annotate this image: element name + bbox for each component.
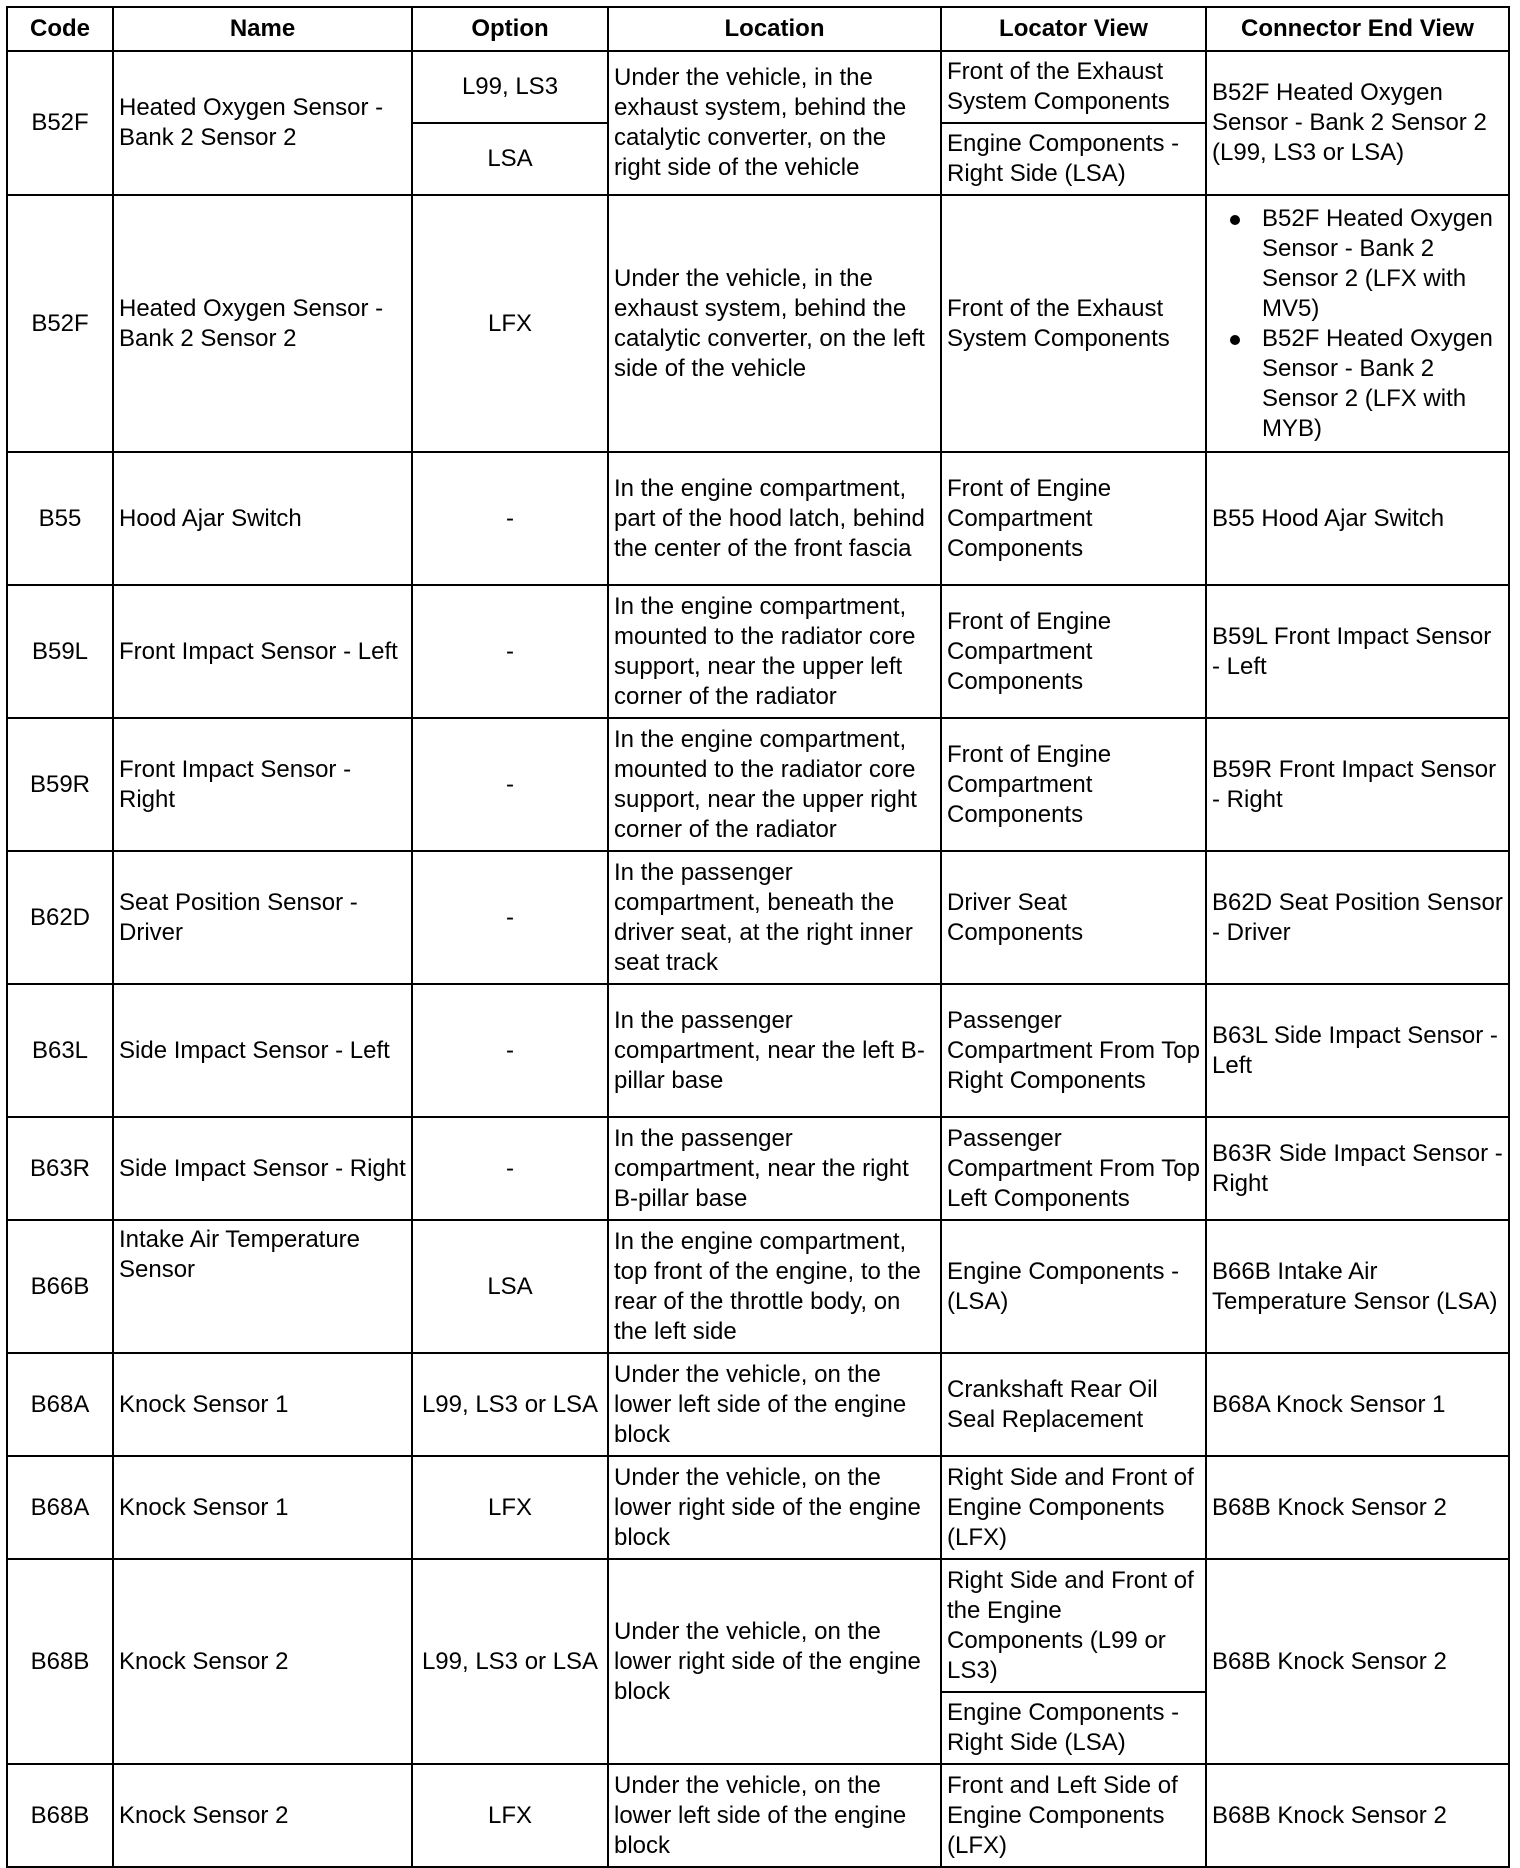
cell-name: Front Impact Sensor - Right <box>113 718 412 851</box>
cell-name: Knock Sensor 1 <box>113 1353 412 1456</box>
cell-option: L99, LS3 or LSA <box>412 1559 608 1764</box>
locator-view-link[interactable]: Passenger Compartment From Top Left Components <box>947 1124 1200 1212</box>
table-row <box>7 1456 1509 1559</box>
cell-code: B59R <box>7 718 113 851</box>
cell-connector-end-view[interactable] <box>1206 1764 1509 1867</box>
cell-connector-end-view[interactable] <box>1206 1117 1509 1220</box>
cell-option: L99, LS3 <box>412 51 608 123</box>
cell-locator-view[interactable] <box>941 984 1206 1117</box>
header-locator-view: Locator View <box>941 7 1206 51</box>
cell-locator-view[interactable] <box>941 452 1206 585</box>
connector-view-link[interactable]: B52F Heated Oxygen Sensor - Bank 2 Sensor 2 (L99, LS3 or LSA) <box>1212 79 1487 166</box>
cell-option: LSA <box>412 123 608 195</box>
table-row <box>7 585 1509 718</box>
cell-location: In the passenger compartment, near the right B-pillar base <box>608 1117 941 1220</box>
table-row <box>7 718 1509 851</box>
cell-option: - <box>412 851 608 984</box>
cell-location: Under the vehicle, in the exhaust system, behind the catalytic converter, on the left side of the vehicle <box>608 195 941 452</box>
connector-list-item[interactable]: B52F Heated Oxygen Sensor - Bank 2 Sensor 2 (LFX with MV5) <box>1262 204 1503 324</box>
locator-view-link[interactable]: Right Side and Front of Engine Components (LFX) <box>947 1463 1194 1551</box>
cell-location: Under the vehicle, on the lower left side of the engine block <box>608 1764 941 1867</box>
table-row <box>7 1559 1509 1692</box>
cell-code: B62D <box>7 851 113 984</box>
cell-location: In the passenger compartment, near the left B-pillar base <box>608 984 941 1117</box>
cell-code: B68B <box>7 1559 113 1764</box>
connector-view-link[interactable]: B66B Intake Air Temperature Sensor (LSA) <box>1212 1257 1498 1315</box>
cell-code: B63R <box>7 1117 113 1220</box>
header-option: Option <box>412 7 608 51</box>
table-row <box>7 1117 1509 1220</box>
cell-name: Heated Oxygen Sensor - Bank 2 Sensor 2 <box>113 195 412 452</box>
header-location: Location <box>608 7 941 51</box>
locator-view-link[interactable]: Engine Components - (LSA) <box>947 1257 1180 1315</box>
cell-code: B68B <box>7 1764 113 1867</box>
cell-locator-view[interactable] <box>941 585 1206 718</box>
header-connector-end-view: Connector End View <box>1206 7 1509 51</box>
header-code: Code <box>7 7 113 51</box>
cell-locator-view[interactable] <box>941 123 1206 195</box>
cell-name: Front Impact Sensor - Left <box>113 585 412 718</box>
table-row <box>7 984 1509 1117</box>
locator-view-link[interactable]: Crankshaft Rear Oil Seal Replacement <box>947 1375 1158 1433</box>
cell-name: Knock Sensor 1 <box>113 1456 412 1559</box>
cell-location: Under the vehicle, on the lower left side of the engine block <box>608 1353 941 1456</box>
cell-connector-end-view[interactable] <box>1206 851 1509 984</box>
cell-connector-end-view <box>1206 195 1509 452</box>
cell-locator-view[interactable] <box>941 1117 1206 1220</box>
cell-connector-end-view[interactable] <box>1206 1559 1509 1764</box>
cell-location: Under the vehicle, on the lower right side of the engine block <box>608 1456 941 1559</box>
cell-option: L99, LS3 or LSA <box>412 1353 608 1456</box>
cell-name: Intake Air Temperature Sensor <box>113 1220 412 1353</box>
cell-locator-view[interactable] <box>941 851 1206 984</box>
cell-connector-end-view[interactable] <box>1206 1220 1509 1353</box>
cell-option: LFX <box>412 1456 608 1559</box>
cell-code: B63L <box>7 984 113 1117</box>
cell-connector-end-view[interactable] <box>1206 51 1509 195</box>
cell-option: - <box>412 452 608 585</box>
table-row <box>7 51 1509 123</box>
connector-view-link[interactable]: B63L Side Impact Sensor - Left <box>1212 1021 1498 1079</box>
cell-code: B66B <box>7 1220 113 1353</box>
locator-view-link[interactable]: Front of Engine Compartment Components <box>947 607 1112 695</box>
cell-locator-view[interactable] <box>941 1692 1206 1764</box>
connector-view-link[interactable]: B68B Knock Sensor 2 <box>1212 1647 1447 1675</box>
cell-locator-view[interactable] <box>941 1353 1206 1456</box>
connector-list-item[interactable]: B52F Heated Oxygen Sensor - Bank 2 Sensor 2 (LFX with MYB) <box>1262 324 1503 444</box>
cell-location: In the engine compartment, mounted to the radiator core support, near the upper right corner of the radiator <box>608 718 941 851</box>
connector-view-link[interactable]: B68B Knock Sensor 2 <box>1212 1493 1447 1521</box>
table-row <box>7 1220 1509 1353</box>
table-row <box>7 1764 1509 1867</box>
table-row <box>7 195 1509 452</box>
cell-option: - <box>412 984 608 1117</box>
cell-connector-end-view[interactable] <box>1206 1456 1509 1559</box>
cell-option: LSA <box>412 1220 608 1353</box>
locator-view-link[interactable]: Front and Left Side of Engine Components (LFX) <box>947 1771 1178 1859</box>
cell-connector-end-view[interactable] <box>1206 452 1509 585</box>
table-row <box>7 452 1509 585</box>
connector-view-link[interactable]: B59R Front Impact Sensor - Right <box>1212 755 1497 813</box>
cell-code: B52F <box>7 195 113 452</box>
connector-view-link[interactable]: B62D Seat Position Sensor - Driver <box>1212 888 1503 946</box>
cell-code: B68A <box>7 1456 113 1559</box>
connector-view-link[interactable]: B63R Side Impact Sensor - Right <box>1212 1139 1503 1197</box>
cell-connector-end-view[interactable] <box>1206 984 1509 1117</box>
cell-location: Under the vehicle, on the lower right side of the engine block <box>608 1559 941 1764</box>
cell-connector-end-view[interactable] <box>1206 718 1509 851</box>
locator-view-link[interactable]: Engine Components - Right Side (LSA) <box>947 130 1180 187</box>
locator-view-link[interactable]: Front of the Exhaust System Components <box>947 58 1170 115</box>
cell-name: Knock Sensor 2 <box>113 1764 412 1867</box>
connector-view-link[interactable]: B68B Knock Sensor 2 <box>1212 1801 1447 1829</box>
header-row <box>7 7 1509 51</box>
locator-view-link[interactable]: Front of Engine Compartment Components <box>947 740 1112 828</box>
cell-code: B52F <box>7 51 113 195</box>
cell-location: In the engine compartment, mounted to the radiator core support, near the upper left corner of the radiator <box>608 585 941 718</box>
cell-option: - <box>412 585 608 718</box>
cell-connector-end-view[interactable] <box>1206 1353 1509 1456</box>
cell-code: B55 <box>7 452 113 585</box>
header-name: Name <box>113 7 412 51</box>
cell-locator-view[interactable] <box>941 718 1206 851</box>
locator-view-link[interactable]: Driver Seat Components <box>947 888 1084 946</box>
cell-name: Seat Position Sensor - Driver <box>113 851 412 984</box>
component-locator-table <box>6 6 1510 1868</box>
cell-location: Under the vehicle, in the exhaust system, behind the catalytic converter, on the right side of the vehicle <box>608 51 941 195</box>
cell-locator-view[interactable] <box>941 195 1206 452</box>
cell-option: - <box>412 1117 608 1220</box>
cell-option: - <box>412 718 608 851</box>
table-row <box>7 851 1509 984</box>
connector-view-link[interactable]: B59L Front Impact Sensor - Left <box>1212 622 1492 680</box>
connector-view-link[interactable]: B55 Hood Ajar Switch <box>1212 504 1445 532</box>
cell-name: Knock Sensor 2 <box>113 1559 412 1764</box>
cell-option: LFX <box>412 195 608 452</box>
cell-locator-view[interactable] <box>941 1456 1206 1559</box>
connector-list <box>1212 204 1503 444</box>
locator-view-link[interactable]: Engine Components - Right Side (LSA) <box>947 1699 1180 1756</box>
cell-locator-view[interactable] <box>941 1559 1206 1692</box>
cell-locator-view[interactable] <box>941 51 1206 123</box>
cell-location: In the engine compartment, top front of the engine, to the rear of the throttle body, on the left side <box>608 1220 941 1353</box>
locator-view-link[interactable]: Front of Engine Compartment Components <box>947 474 1112 562</box>
cell-name: Heated Oxygen Sensor - Bank 2 Sensor 2 <box>113 51 412 195</box>
connector-view-link[interactable]: B68A Knock Sensor 1 <box>1212 1390 1446 1418</box>
cell-option: LFX <box>412 1764 608 1867</box>
locator-view-link[interactable]: Front of the Exhaust System Components <box>947 294 1170 352</box>
cell-locator-view[interactable] <box>941 1764 1206 1867</box>
table-row <box>7 1353 1509 1456</box>
cell-name: Side Impact Sensor - Left <box>113 984 412 1117</box>
cell-locator-view[interactable] <box>941 1220 1206 1353</box>
cell-code: B59L <box>7 585 113 718</box>
cell-connector-end-view[interactable] <box>1206 585 1509 718</box>
cell-code: B68A <box>7 1353 113 1456</box>
cell-location: In the passenger compartment, beneath the driver seat, at the right inner seat track <box>608 851 941 984</box>
locator-view-link[interactable]: Right Side and Front of the Engine Components (L99 or LS3) <box>947 1566 1194 1684</box>
locator-view-link[interactable]: Passenger Compartment From Top Right Components <box>947 1006 1200 1094</box>
cell-name: Hood Ajar Switch <box>113 452 412 585</box>
component-locator-table-wrapper <box>6 6 1510 1868</box>
cell-location: In the engine compartment, part of the hood latch, behind the center of the front fascia <box>608 452 941 585</box>
cell-name: Side Impact Sensor - Right <box>113 1117 412 1220</box>
